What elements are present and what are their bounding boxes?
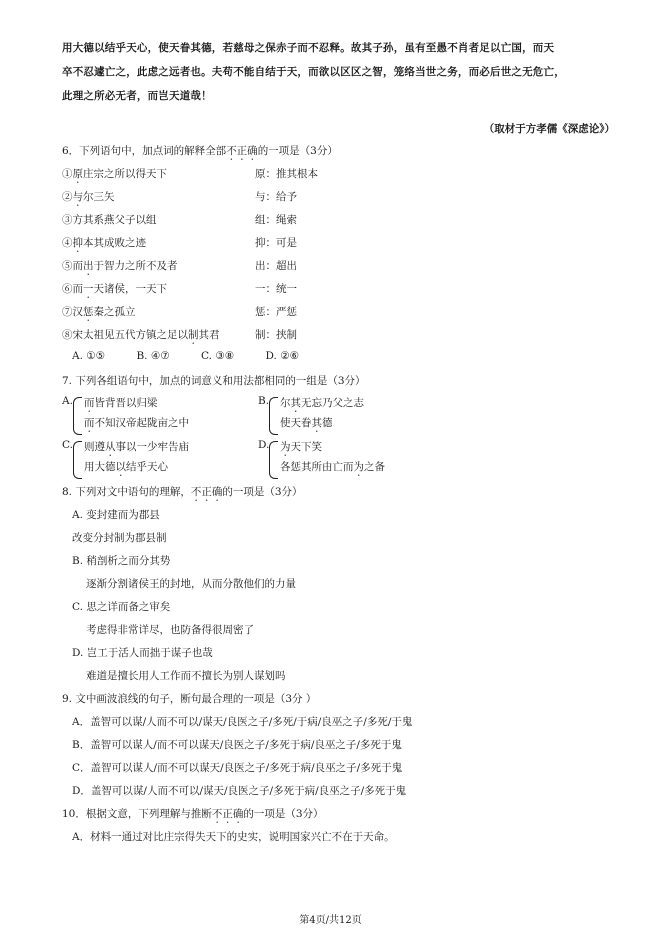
brace-mark <box>73 441 82 479</box>
q6-item: ⑦汉惩秦之孤立 惩：严惩 <box>62 306 297 318</box>
passage-line: 此理之所必无者，而岂天道哉！ <box>62 90 212 102</box>
q6-item: ⑥而一天诸侯，一天下 一：统一 <box>62 283 297 295</box>
q8-option-d-gloss: 难道是擅长用人工作而不擅长为别人谋划吗 <box>86 670 286 682</box>
passage-line: 卒不忍遽亡之，此虑之远者也。夫苟不能自结于天，而欲以区区之智，笼络当世之务，而必后世之无危亡， <box>62 66 565 78</box>
exam-page: 用大德以结乎天心，使天眷其德，若慈母之保赤子而不忍释。故其子孙，虽有至愚不肖者足以亡国，而天 卒不忍遽亡之，此虑之远者也。夫苟不能自结于天，而欲以区区之智，笼络当世之务，而必后世之无危亡， 此理之所必无者，而岂天道哉！ （取材于方孝儒《深虑论》） 6．下列语句中，加点词的解释全部不正确的一项是（3分） ①原庄宗之所以得天下 原：推其根本 ②与尔三矢 与：给予 ③方其系燕父子以组 组：绳索 ④抑本其成败之迹 抑：可是 ⑤而出于智力之所不及者 出：超出 ⑥而一天诸侯，一天下 一：统一 ⑦汉惩秦之孤立 惩：严惩 ⑧宋太祖见五代方镇之足以制其君 制：挟制 A. ①⑤ B. ④⑦ C. ③⑧ D. ②⑥ 7. 下列各组语句中，加点的词意义和用法都相同的一组是（3分） A. 而皆背晋以归梁 而不知汉帝起陇亩之中 B. 尔其无忘乃父之志 使天眷其德 C. 则遵从事以一少牢告庙 用大德以结乎天心 D. 为天下笑 各惩其所由亡而为之备 8. 下列对文中语句的理解，不正确的一项是（3分） A. 变封建而为郡县 改变分封制为郡县制 B. 稍剖析之而分其势 逐渐分割诸侯王的封地，从而分散他们的力量 C. 思之详而备之审矣 考虑得非常详尽，也防备得很周密了 D. 岂工于活人而拙于谋子也哉 难道是擅长用人工作而不擅长为别人谋划吗 9. 文中画波浪线的句子，断句最合理的一项是（3分 ） A．盖智可以谋/人而不可以/谋天/良医之子/多死/于病/良巫之子/多死/于鬼 B．盖智可以谋人/而不可以谋天/良医之子/多死于病/良巫之子/多死于鬼 C．盖智可以谋人/而不可以谋天/良医之子/多死于病/良巫之子/多死于鬼 D．盖智可以谋/人而不可以/谋天/良医之子/多死于病/良巫之子/多死于鬼 10．根据文意，下列理解与推断不正确的一项是（3分） A．材料一通过对比庄宗得失天下的史实，说明国家兴亡不在于天命。 第4页/共12页 <box>0 0 661 935</box>
q6-item: ⑧宋太祖见五代方镇之足以制其君 制：挟制 <box>62 329 297 341</box>
q6-item: ②与尔三矢 与：给予 <box>62 191 297 203</box>
passage-source: （取材于方孝儒《深虑论》） <box>483 123 615 135</box>
q9-option-c[interactable]: C．盖智可以谋人/而不可以谋天/良医之子/多死于病/良巫之子/多死于鬼 <box>72 762 403 774</box>
question-10-stem: 10．根据文意，下列理解与推断不正确的一项是（3分） <box>62 808 324 820</box>
brace-mark <box>73 397 82 435</box>
question-7-stem: 7. 下列各组语句中，加点的词意义和用法都相同的一组是（3分） <box>62 375 366 387</box>
q6-option-a[interactable]: A. ①⑤ <box>72 350 106 362</box>
q6-item: ⑤而出于智力之所不及者 出：超出 <box>62 260 297 272</box>
question-8-stem: 8. 下列对文中语句的理解，不正确的一项是（3分） <box>62 486 303 498</box>
q8-option-a-gloss: 改变分封制为郡县制 <box>72 532 167 544</box>
q6-option-c[interactable]: C. ③⑧ <box>201 350 235 362</box>
q9-option-b[interactable]: B．盖智可以谋人/而不可以谋天/良医之子/多死于病/良巫之子/多死于鬼 <box>72 739 402 751</box>
passage-line: 用大德以结乎天心，使天眷其德，若慈母之保赤子而不忍释。故其子孙，虽有至愚不肖者足以亡国，而天 <box>62 42 555 54</box>
q8-option-a[interactable]: A. 变封建而为郡县 <box>72 509 160 521</box>
q9-option-a[interactable]: A．盖智可以谋/人而不可以/谋天/良医之子/多死/于病/良巫之子/多死/于鬼 <box>72 716 413 728</box>
q8-option-b[interactable]: B. 稍剖析之而分其势 <box>72 555 171 567</box>
q8-option-c[interactable]: C. 思之详而备之审矣 <box>72 601 171 613</box>
question-6-stem: 6．下列语句中，加点词的解释全部不正确的一项是（3分） <box>62 145 338 157</box>
q6-option-b[interactable]: B. ④⑦ <box>136 350 170 362</box>
page-footer: 第4页/共12页 <box>299 915 362 926</box>
passage-text <box>62 36 614 108</box>
q6-item: ①原庄宗之所以得天下 原：推其根本 <box>62 168 318 180</box>
q10-option-a[interactable]: A．材料一通过对比庄宗得失天下的史实，说明国家兴亡不在于天命。 <box>72 831 395 843</box>
q8-option-c-gloss: 考虑得非常详尽，也防备得很周密了 <box>86 624 254 636</box>
q9-option-d[interactable]: D．盖智可以谋/人而不可以/谋天/良医之子/多死于病/良巫之子/多死于鬼 <box>72 785 407 797</box>
question-9-stem: 9. 文中画波浪线的句子，断句最合理的一项是（3分 ） <box>62 693 317 705</box>
q6-option-d[interactable]: D. ②⑥ <box>265 350 300 362</box>
q6-item: ③方其系燕父子以组 组：绳索 <box>62 214 297 226</box>
q8-option-d[interactable]: D. 岂工于活人而拙于谋子也哉 <box>72 647 213 659</box>
brace-mark <box>269 441 278 479</box>
q8-option-b-gloss: 逐渐分割诸侯王的封地，从而分散他们的力量 <box>86 578 296 590</box>
q6-options <box>72 350 327 362</box>
brace-mark <box>269 397 278 435</box>
q6-item: ④抑本其成败之迹 抑：可是 <box>62 237 297 249</box>
